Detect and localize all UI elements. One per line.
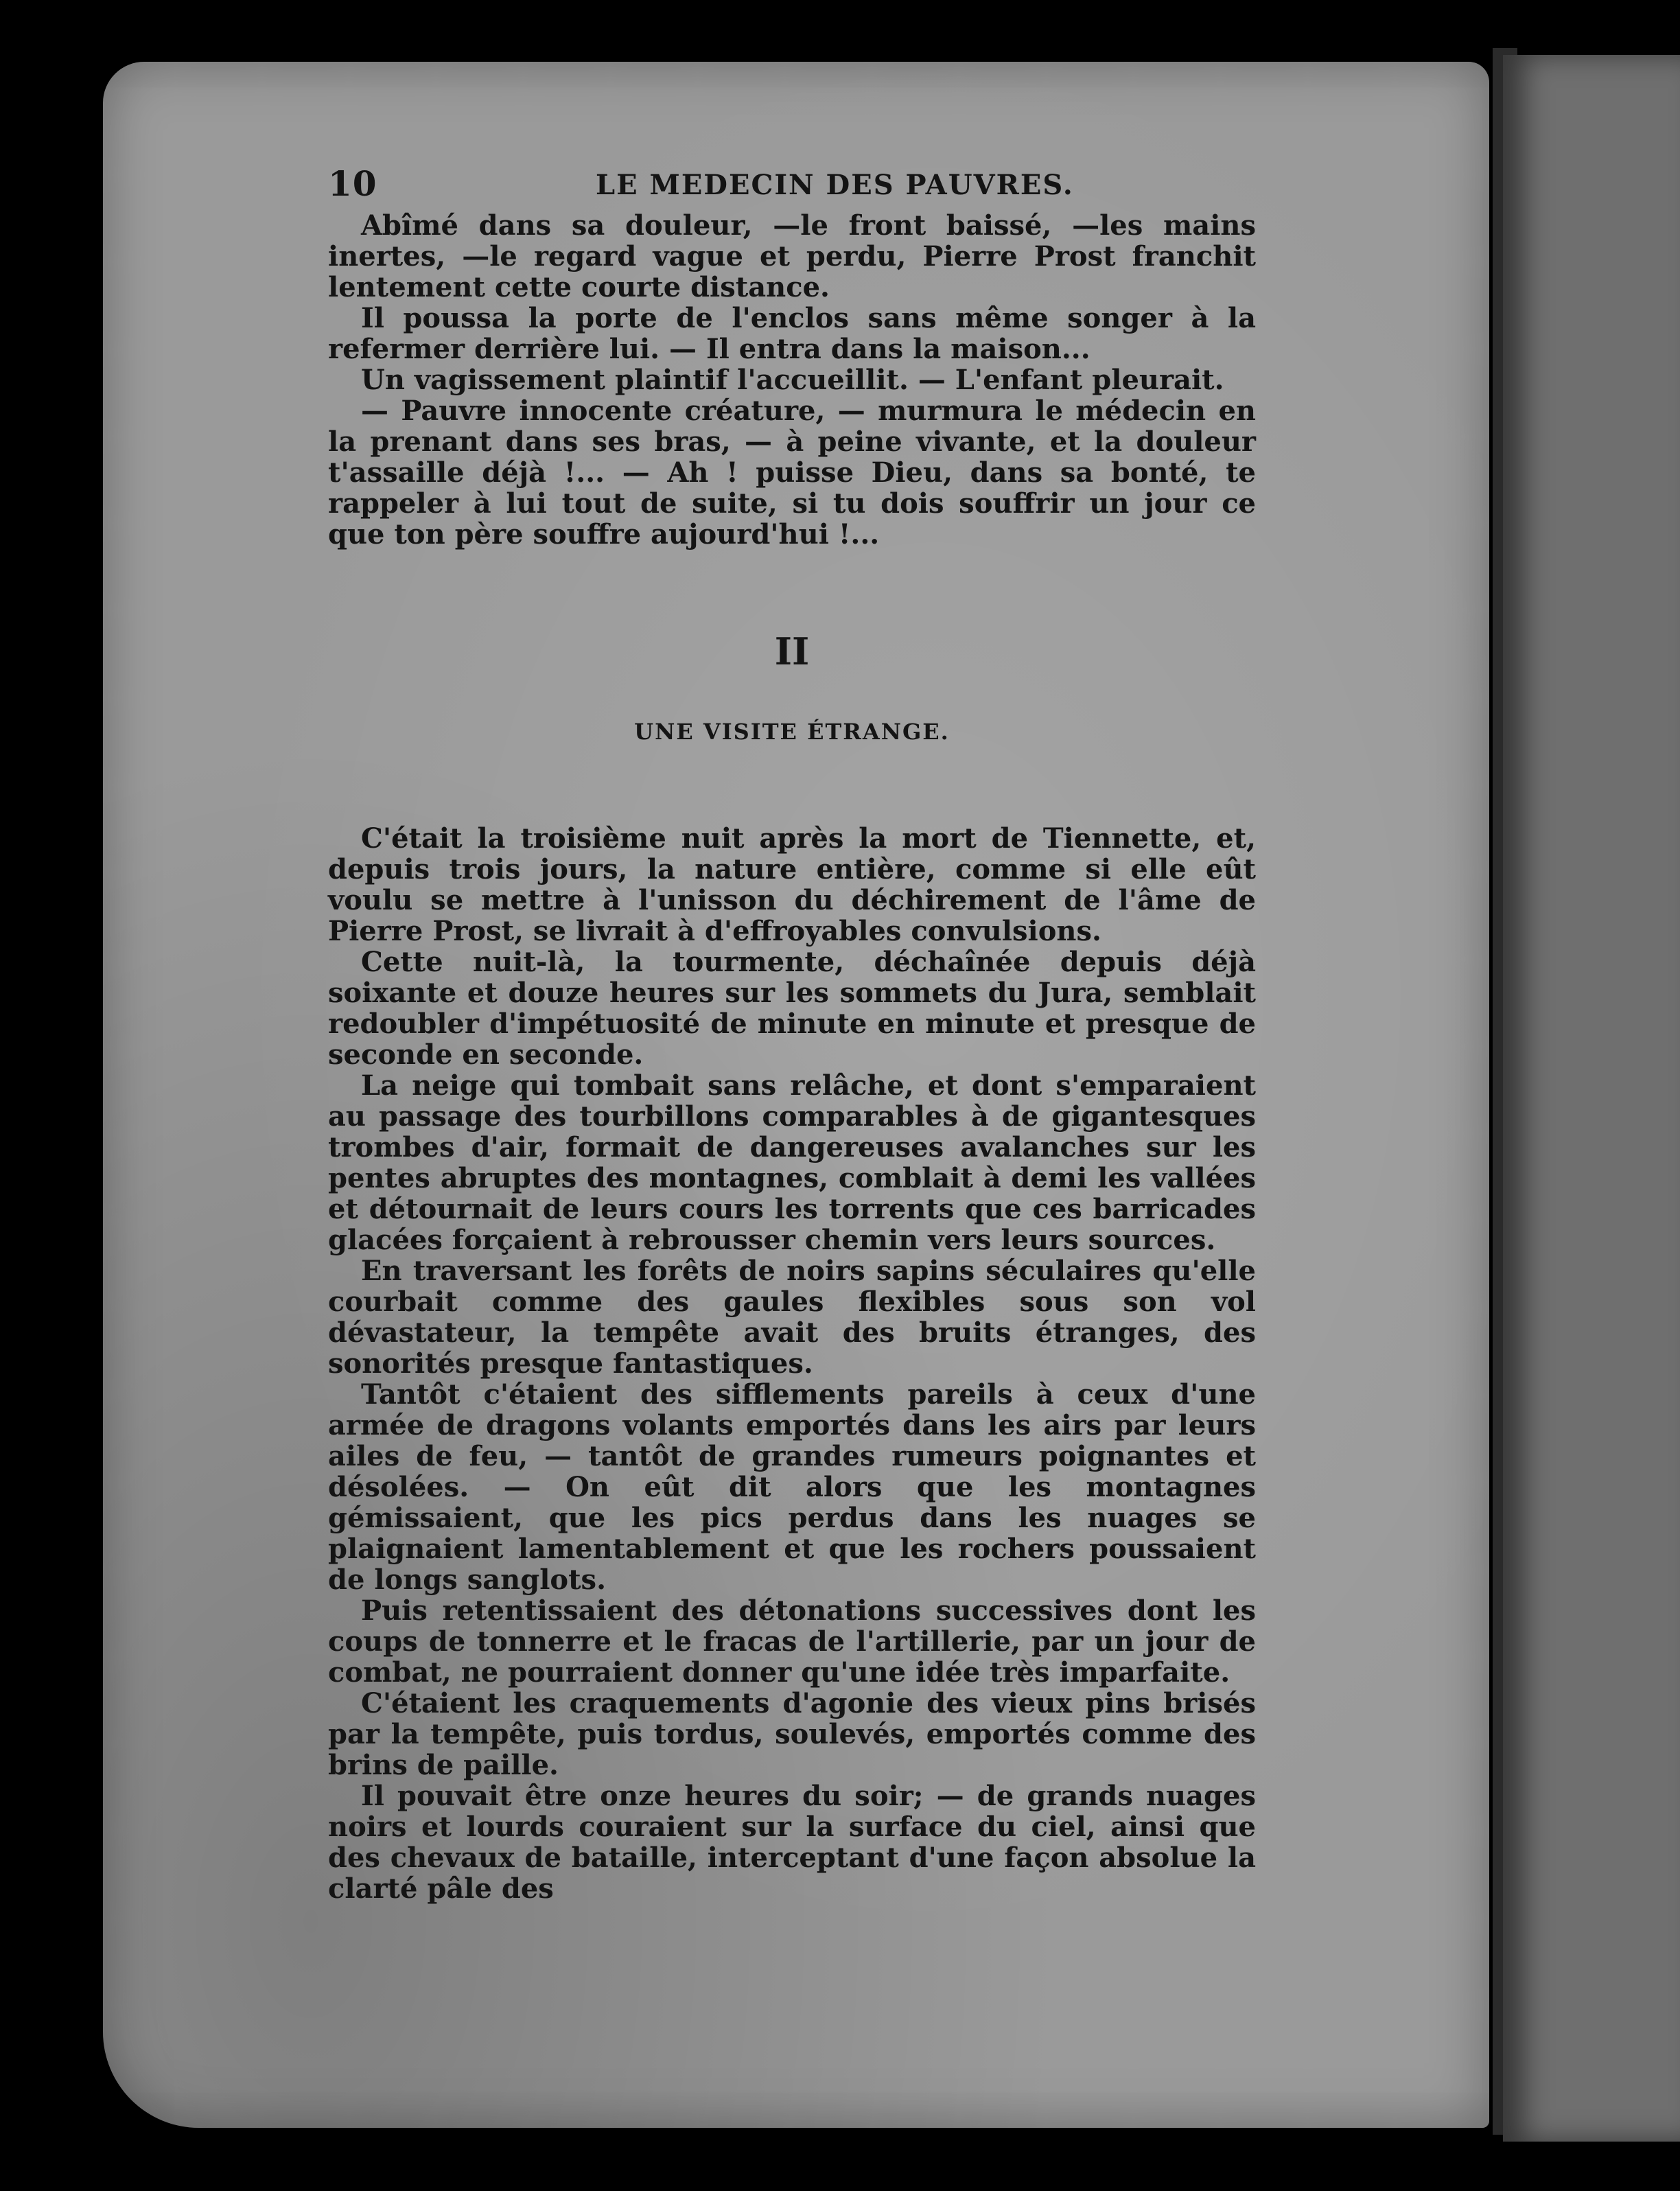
paragraph: La neige qui tombait sans relâche, et dont s'emparaient au passage des tourbillons comparables à de gigantesques trombes d'air, formait de dangereuses avalanches sur les pentes abruptes des montagnes, comblait à demi les vallées et détournait de leurs cours les torrents que ces barricades glacées forçaient à rebrousser chemin vers leurs sources. xyxy=(328,1069,1256,1256)
paragraph: Il poussa la porte de l'enclos sans même songer à la refermer derrière lui. — Il entra dans la maison... xyxy=(328,302,1256,365)
paragraph: Puis retentissaient des détonations successives dont les coups de tonnerre et le fracas de l'artillerie, par un jour de combat, ne pourraient donner qu'une idée très imparfaite. xyxy=(328,1595,1256,1689)
page-header xyxy=(328,163,1256,205)
page-text xyxy=(328,163,1256,1904)
paragraph: En traversant les forêts de noirs sapins séculaires qu'elle courbait comme des gaules flexibles sous son vol dévastateur, la tempête avait des bruits étranges, des sonorités presque fantastiques. xyxy=(328,1255,1256,1380)
paragraph: Un vagissement plaintif l'accueillit. — L'enfant pleurait. xyxy=(361,364,1224,396)
running-title: LE MEDECIN DES PAUVRES. xyxy=(596,169,1074,201)
page-number: 10 xyxy=(328,163,377,204)
paragraph: Abîmé dans sa douleur, —le front baissé, —les mains inertes, —le regard vague et perdu, Pierre Prost franchit lentement cette courte distance. xyxy=(328,209,1256,303)
chapter-number: II xyxy=(774,629,810,673)
paragraph: — Pauvre innocente créature, — murmura le médecin en la prenant dans ses bras, — à peine vivante, et la douleur t'assaille déjà !... — Ah ! puisse Dieu, dans sa bonté, te rappeler à lui tout de suite, si tu dois souffrir un jour ce que ton père souffre aujourd'hui !... xyxy=(328,395,1256,550)
paragraph: Cette nuit-là, la tourmente, déchaînée depuis déjà soixante et douze heures sur les sommets du Jura, semblait redoubler d'impétuosité de minute en minute et presque de seconde en seconde. xyxy=(328,946,1256,1071)
facing-page-edge xyxy=(1503,55,1680,2142)
paragraph: C'était la troisième nuit après la mort de Tiennette, et, depuis trois jours, la nature entière, comme si elle eût voulu se mettre à l'unisson du déchirement de l'âme de Pierre Prost, se livrait à d'effroyables convulsions. xyxy=(328,822,1256,947)
paragraph: Il pouvait être onze heures du soir; — de grands nuages noirs et lourds couraient sur la surface du ciel, ainsi que des chevaux de bataille, interceptant d'une façon absolue la clarté pâle des xyxy=(328,1780,1256,1905)
paragraph: Tantôt c'étaient des sifflements pareils à ceux d'une armée de dragons volants emportés dans les airs par leurs ailes de feu, — tantôt de grandes rumeurs poignantes et désolées. — On eût dit alors que les montagnes gémissaient, que les pics perdus dans les nuages se plaignaient lamentablement et que les rochers poussaient de longs sanglots. xyxy=(328,1378,1256,1596)
chapter-title: UNE VISITE ÉTRANGE. xyxy=(634,719,950,745)
paragraph: C'étaient les craquements d'agonie des vieux pins brisés par la tempête, puis tordus, soulevés, emportés comme des brins de paille. xyxy=(328,1687,1256,1781)
